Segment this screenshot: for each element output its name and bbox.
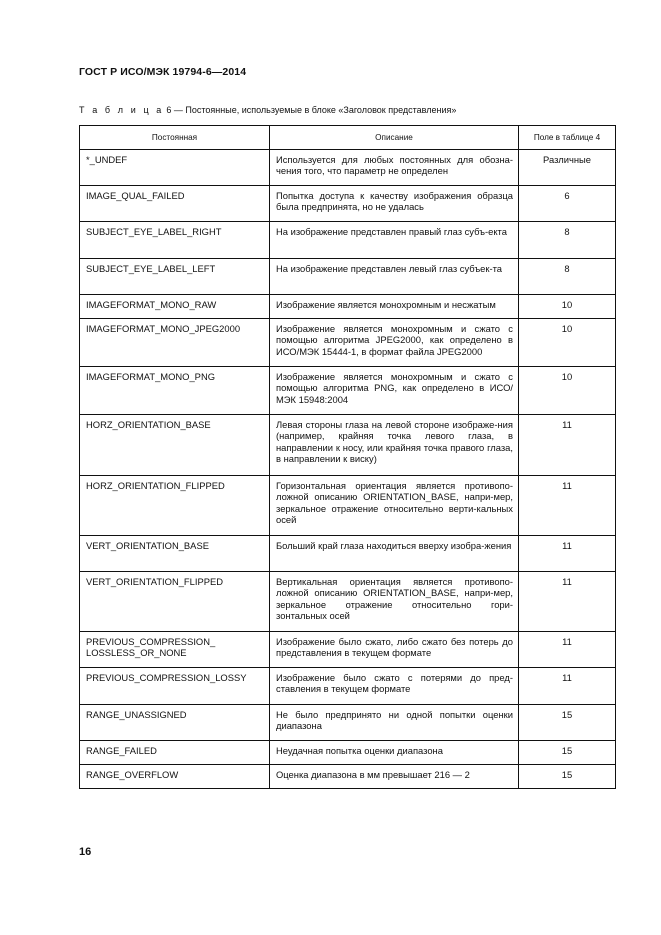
table-caption xyxy=(79,105,456,115)
table-row xyxy=(80,572,616,632)
table4-field: 10 xyxy=(519,319,616,367)
constant-name: HORZ_ORIENTATION_FLIPPED xyxy=(80,476,270,536)
table4-field: Различные xyxy=(519,150,616,186)
constant-description: Попытка доступа к качеству изображения образца была предпринята, но не удалась xyxy=(270,186,519,222)
constant-description: Изображение было сжато с потерями до пред-ставления в текущем формате xyxy=(270,668,519,705)
table-row xyxy=(80,295,616,319)
table4-field: 8 xyxy=(519,259,616,295)
table-row xyxy=(80,476,616,536)
constant-description: Изображение является монохромным и сжато с помощью алгоритма PNG, как определено в ИСО/МЭК 15948:2004 xyxy=(270,367,519,415)
column-header-field: Поле в таблице 4 xyxy=(519,126,616,150)
constant-name: IMAGEFORMAT_MONO_JPEG2000 xyxy=(80,319,270,367)
constant-description: Изображение является монохромным и несжатым xyxy=(270,295,519,319)
table4-field: 11 xyxy=(519,668,616,705)
table-header-row xyxy=(80,126,616,150)
constant-description: Изображение является монохромным и сжато с помощью алгоритма JPEG2000, как определено в ИСО/МЭК 15444-1, в формат файла JPEG2000 xyxy=(270,319,519,367)
page-number: 16 xyxy=(79,846,92,858)
table4-field: 15 xyxy=(519,765,616,789)
constant-name: IMAGE_QUAL_FAILED xyxy=(80,186,270,222)
table-row xyxy=(80,415,616,476)
constant-name: VERT_ORIENTATION_FLIPPED xyxy=(80,572,270,632)
table-row xyxy=(80,319,616,367)
table4-field: 15 xyxy=(519,741,616,765)
table-row xyxy=(80,765,616,789)
table-row xyxy=(80,668,616,705)
table-row xyxy=(80,705,616,741)
table4-field: 11 xyxy=(519,572,616,632)
constant-description: Неудачная попытка оценки диапазона xyxy=(270,741,519,765)
constant-description: Изображение было сжато, либо сжато без потерь до представления в текущем формате xyxy=(270,632,519,668)
document-header: ГОСТ Р ИСО/МЭК 19794-6—2014 xyxy=(79,66,247,78)
constant-name: SUBJECT_EYE_LABEL_LEFT xyxy=(80,259,270,295)
constant-name: IMAGEFORMAT_MONO_PNG xyxy=(80,367,270,415)
constant-name: RANGE_UNASSIGNED xyxy=(80,705,270,741)
constant-name: SUBJECT_EYE_LABEL_RIGHT xyxy=(80,222,270,259)
table4-field: 8 xyxy=(519,222,616,259)
constant-name: VERT_ORIENTATION_BASE xyxy=(80,536,270,572)
table-row xyxy=(80,536,616,572)
table4-field: 11 xyxy=(519,536,616,572)
constant-description: Левая стороны глаза на левой стороне изображе-ния (например, крайняя точка левого глаза, в направлении к носу, или крайняя точка правого глаза, в направлении к виску) xyxy=(270,415,519,476)
table4-field: 11 xyxy=(519,476,616,536)
table-row xyxy=(80,222,616,259)
constant-description: Не было предпринято ни одной попытки оценки диапазона xyxy=(270,705,519,741)
table-row xyxy=(80,367,616,415)
table-caption-label: Т а б л и ц а xyxy=(79,105,164,115)
table-caption-title: 6 — Постоянные, используемые в блоке «Заголовок представления» xyxy=(163,105,457,115)
table-row xyxy=(80,186,616,222)
constant-description: На изображение представлен правый глаз субъ-екта xyxy=(270,222,519,259)
constant-name: PREVIOUS_COMPRESSION_LOSSY xyxy=(80,668,270,705)
table-row xyxy=(80,632,616,668)
column-header-description: Описание xyxy=(270,126,519,150)
table-row xyxy=(80,741,616,765)
constant-description: Больший край глаза находиться вверху изобра-жения xyxy=(270,536,519,572)
constant-description: Оценка диапазона в мм превышает 216 — 2 xyxy=(270,765,519,789)
table4-field: 11 xyxy=(519,632,616,668)
table4-field: 10 xyxy=(519,367,616,415)
table4-field: 15 xyxy=(519,705,616,741)
constants-table xyxy=(79,125,616,789)
table4-field: 6 xyxy=(519,186,616,222)
constant-name: PREVIOUS_COMPRESSION_ LOSSLESS_OR_NONE xyxy=(80,632,270,668)
constant-description: Горизонтальная ориентация является противопо-ложной описанию ORIENTATION_BASE, напри-мер, зеркальное отражение относительно верти-кальных осей xyxy=(270,476,519,536)
constant-name: *_UNDEF xyxy=(80,150,270,186)
table4-field: 10 xyxy=(519,295,616,319)
constant-name: IMAGEFORMAT_MONO_RAW xyxy=(80,295,270,319)
table-row xyxy=(80,150,616,186)
constant-name: RANGE_OVERFLOW xyxy=(80,765,270,789)
constant-description: Вертикальная ориентация является противопо-ложной описанию ORIENTATION_BASE, напри-мер, зеркальное отражение относительно гори-зонтальных осей xyxy=(270,572,519,632)
table4-field: 11 xyxy=(519,415,616,476)
constant-name: RANGE_FAILED xyxy=(80,741,270,765)
constant-description: Используется для любых постоянных для обозна-чения того, что параметр не определен xyxy=(270,150,519,186)
table-row xyxy=(80,259,616,295)
column-header-constant: Постоянная xyxy=(80,126,270,150)
constant-description: На изображение представлен левый глаз субъек-та xyxy=(270,259,519,295)
constant-name: HORZ_ORIENTATION_BASE xyxy=(80,415,270,476)
